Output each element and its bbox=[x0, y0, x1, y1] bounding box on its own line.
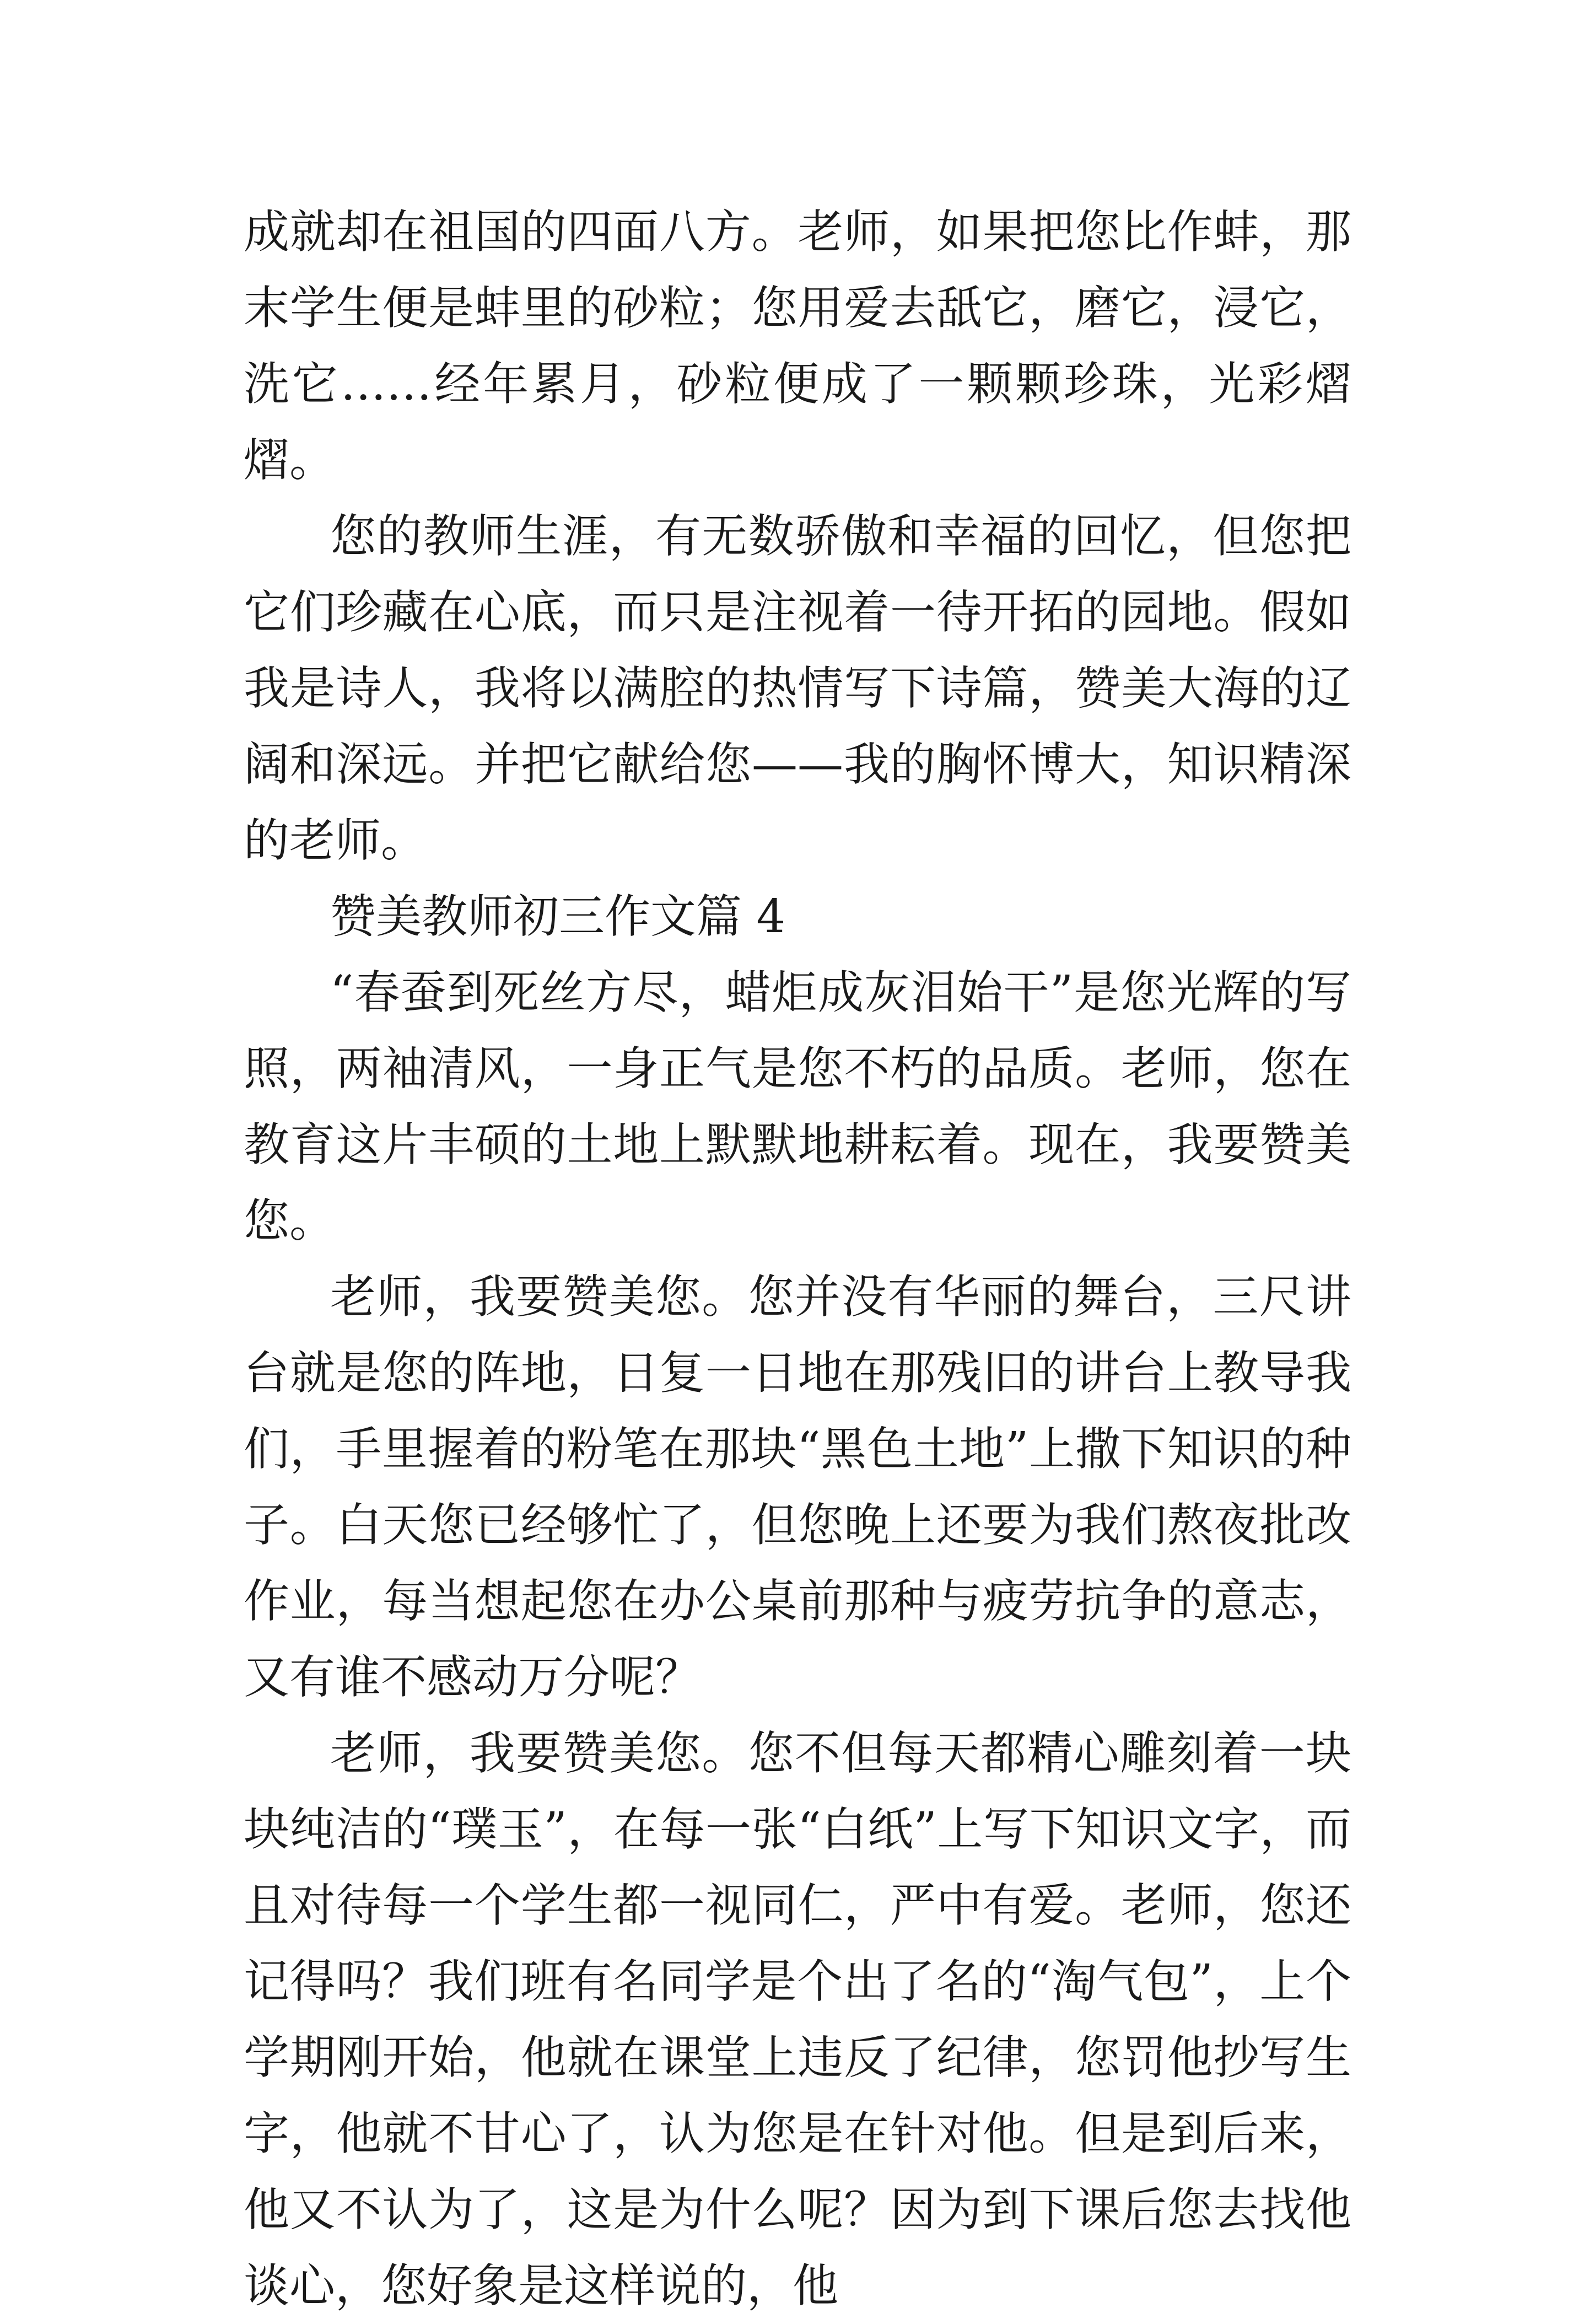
paragraph-continuation: 成就却在祖国的四面八方。老师，如果把您比作蚌，那末学生便是蚌里的砂粒；您用爱去舐它，磨它，浸它，洗它……经年累月，砂粒便成了一颗颗珍珠，光彩熠熠。 bbox=[244, 205, 1351, 487]
paragraph-podium: 老师，我要赞美您。您并没有华丽的舞台，三尺讲台就是您的阵地，日复一日地在那残旧的讲台上教导我们，手里握着的粉笔在那块“黑色土地”上撒下知识的种子。白天您已经够忙了，但您晚上还要为我们熬夜批改作业，每当想起您在办公桌前那种与疲劳抗争的意志，又有谁不感动万分呢？ bbox=[244, 1270, 1351, 1704]
section-heading: 赞美教师初三作文篇 4 bbox=[330, 890, 786, 943]
paragraph-teacher-career: 您的教师生涯，有无数骄傲和幸福的回忆，但您把它们珍藏在心底，而只是注视着一待开拓的园地。假如我是诗人，我将以满腔的热情写下诗篇，赞美大海的辽阔和深远。并把它献给您——我的胸怀博大，知识精深的老师。 bbox=[244, 509, 1351, 867]
paragraph-equal-treatment: 老师，我要赞美您。您不但每天都精心雕刻着一块块纯洁的“璞玉”，在每一张“白纸”上写下知识文字，而且对待每一个学生都一视同仁，严中有爱。老师，您还记得吗？我们班有名同学是个出了名的“淘气包”，上个学期刚开始，他就在课堂上违反了纪律，您罚他抄写生字，他就不甘心了，认为您是在针对他。但是到后来，他又不认为了，这是为什么呢？因为到下课后您去找他谈心，您好象是这样说的，他 bbox=[244, 1726, 1351, 2312]
paragraph-spring-silkworm: “春蚕到死丝方尽，蜡炬成灰泪始干”是您光辉的写照，两袖清风，一身正气是您不朽的品质。老师，您在教育这片丰硕的土地上默默地耕耘着。现在，我要赞美您。 bbox=[244, 966, 1351, 1247]
essay-body bbox=[244, 194, 1351, 2324]
